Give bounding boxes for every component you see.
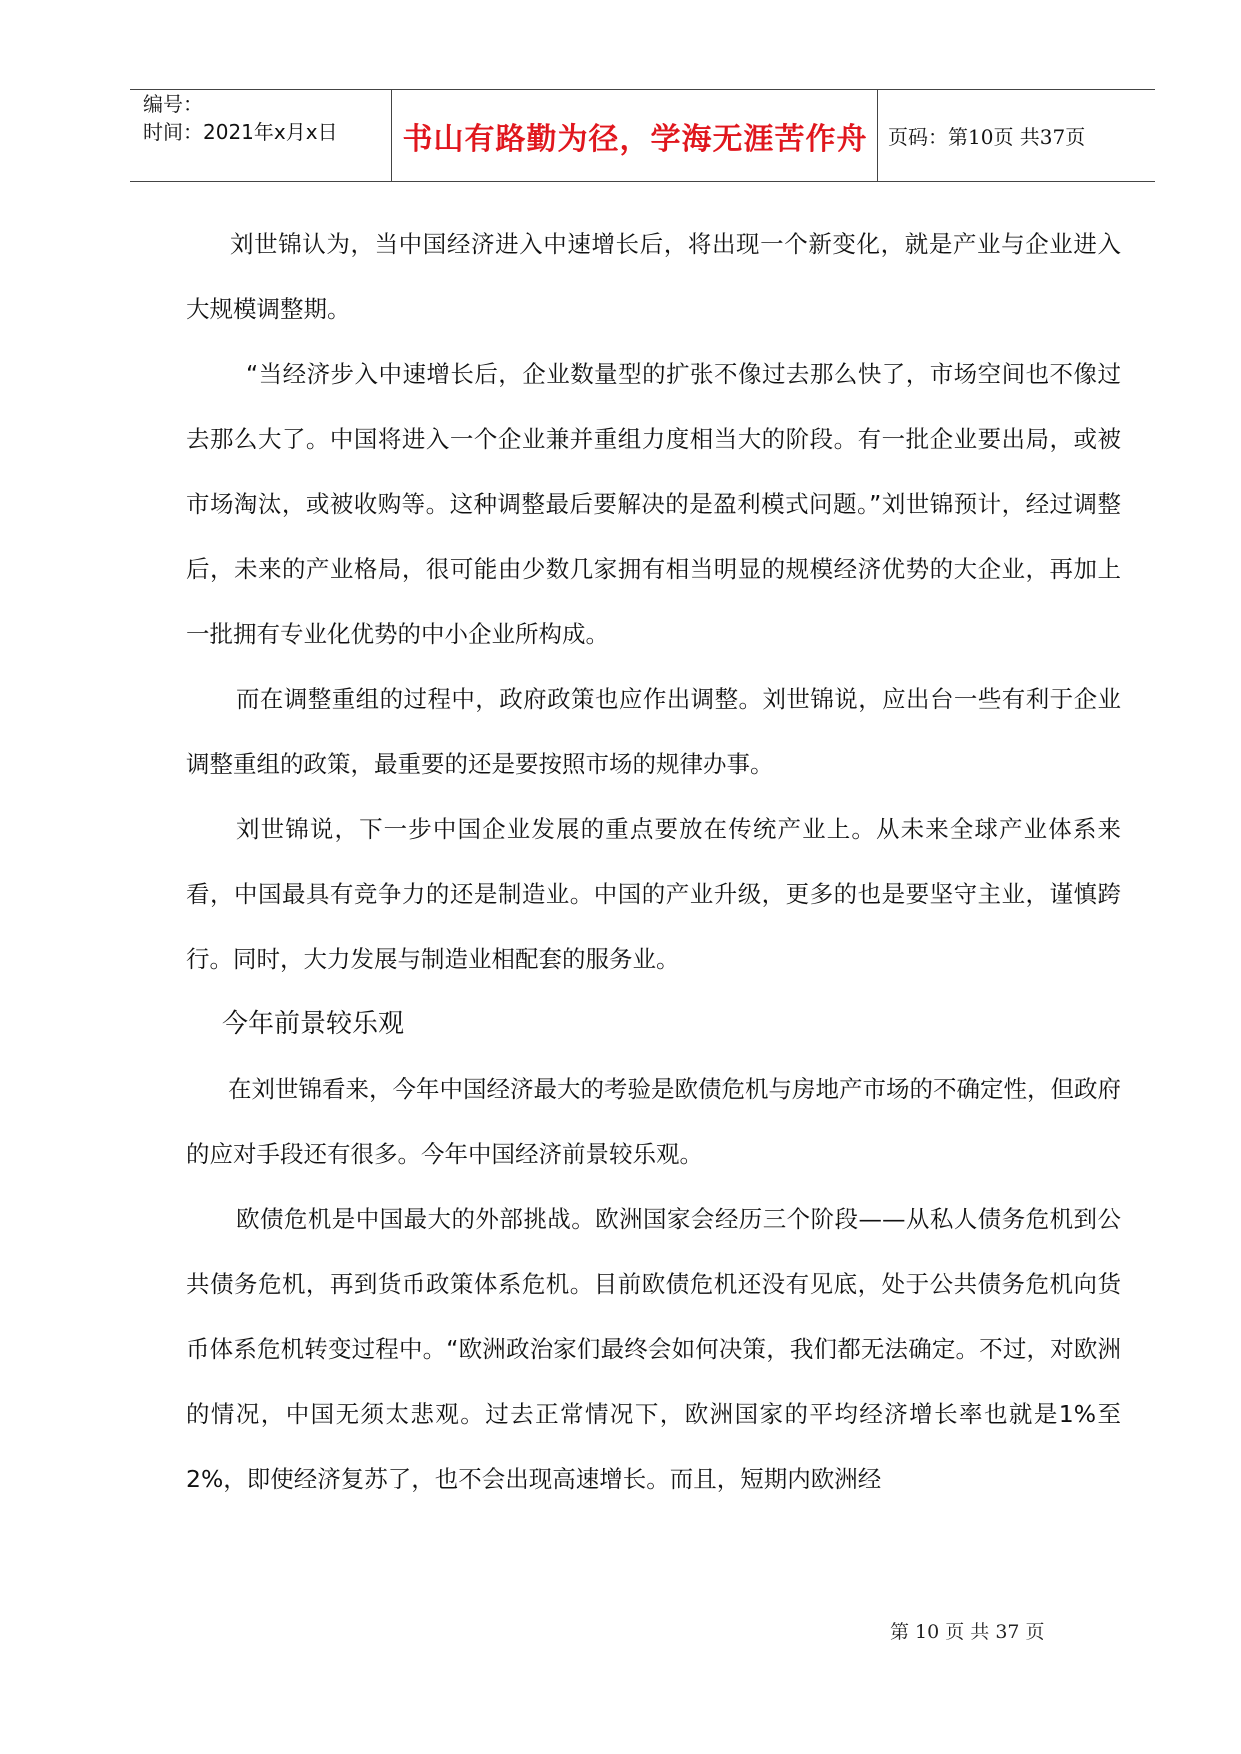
body-paragraph: 刘世锦认为，当中国经济进入中速增长后，将出现一个新变化，就是产业与企业进入大规模调整期。 <box>186 230 1121 323</box>
body-paragraph: 欧债危机是中国最大的外部挑战。欧洲国家会经历三个阶段——从私人债务危机到公共债务危机，再到货币政策体系危机。目前欧债危机还没有见底，处于公共债务危机向货币体系危机转变过程中。“欧洲政治家们最终会如何决策，我们都无法确定。不过，对欧洲的情况，中国无须太悲观。过去正常情况下，欧洲国家的平均经济增长率也就是1%至2%，即使经济复苏了，也不会出现高速增长。而且，短期内欧洲经 <box>186 1205 1121 1493</box>
document-time-label: 时间：2021年x月x日 <box>143 120 338 144</box>
header-meta <box>143 90 388 146</box>
header-page-info: 页码：第10页 共37页 <box>888 125 1086 149</box>
body-paragraph: “当经济步入中速增长后，企业数量型的扩张不像过去那么快了，市场空间也不像过去那么大了。中国将进入一个企业兼并重组力度相当大的阶段。有一批企业要出局，或被市场淘汰，或被收购等。这种调整最后要解决的是盈利模式问题。”刘世锦预计，经过调整后，未来的产业格局，很可能由少数几家拥有相当明显的规模经济优势的大企业，再加上一批拥有专业化优势的中小企业所构成。 <box>186 360 1121 648</box>
document-body <box>186 212 1121 1512</box>
document-number-label: 编号： <box>143 92 203 116</box>
page-footer: 第 10 页 共 37 页 <box>890 1621 1045 1643</box>
body-paragraph: 而在调整重组的过程中，政府政策也应作出调整。刘世锦说，应出台一些有利于企业调整重组的政策，最重要的还是要按照市场的规律办事。 <box>186 685 1121 778</box>
section-heading: 今年前景较乐观 <box>222 1009 405 1039</box>
body-paragraph: 刘世锦说，下一步中国企业发展的重点要放在传统产业上。从未来全球产业体系来看，中国最具有竞争力的还是制造业。中国的产业升级，更多的也是要坚守主业，谨慎跨行。同时，大力发展与制造业相配套的服务业。 <box>186 815 1121 973</box>
header-motto: 书山有路勤为径，学海无涯苦作舟 <box>402 121 868 157</box>
body-paragraph: 在刘世锦看来，今年中国经济最大的考验是欧债危机与房地产市场的不确定性，但政府的应对手段还有很多。今年中国经济前景较乐观。 <box>186 1075 1121 1168</box>
